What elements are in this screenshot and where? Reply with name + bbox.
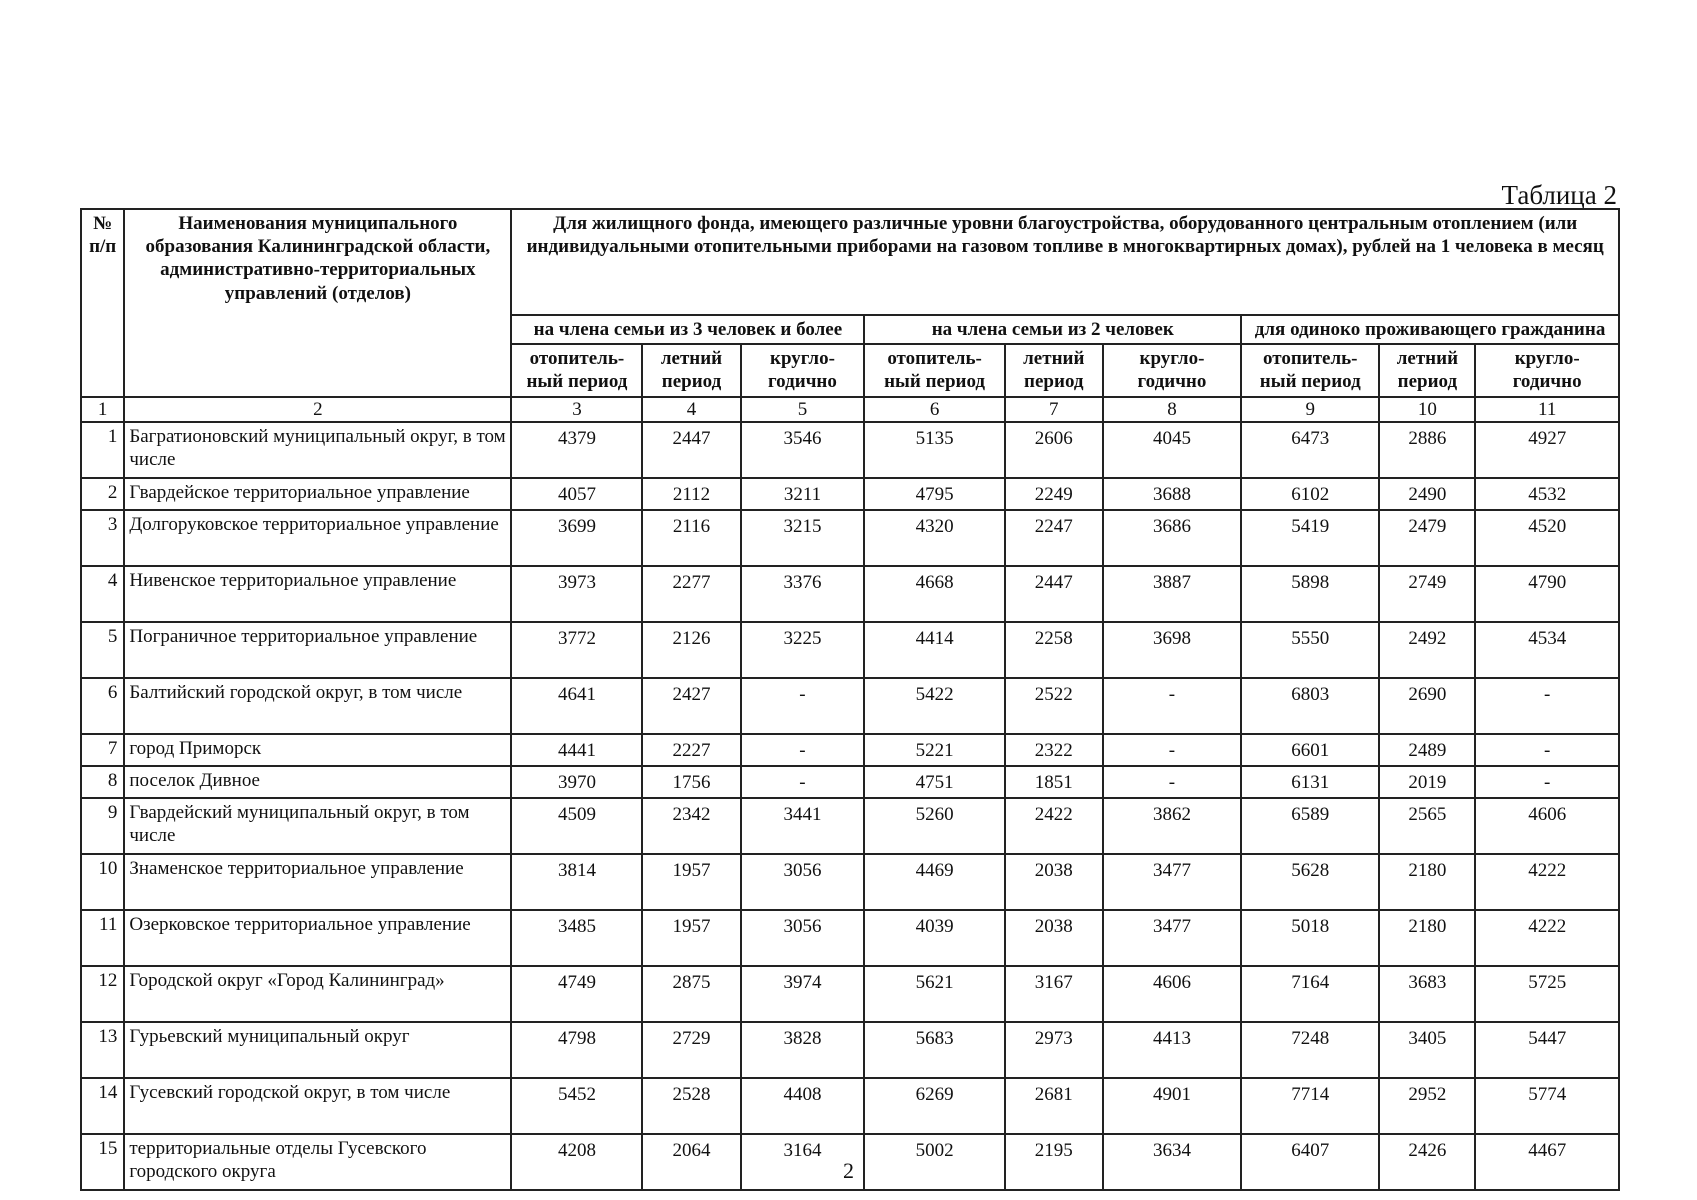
row-name: Долгоруковское территориальное управление <box>124 510 511 566</box>
row-index: 5 <box>81 622 124 678</box>
row-value: 5774 <box>1475 1078 1619 1134</box>
row-value: 2180 <box>1379 854 1475 910</box>
row-value: 2427 <box>642 678 740 734</box>
table-row <box>81 566 1619 622</box>
row-name: Гусевский городской округ, в том числе <box>124 1078 511 1134</box>
row-value: 3225 <box>741 622 865 678</box>
row-value: - <box>1103 734 1241 766</box>
row-index: 6 <box>81 678 124 734</box>
column-number: 6 <box>864 397 1004 422</box>
row-value: 2681 <box>1005 1078 1103 1134</box>
header-period: кругло-годично <box>741 344 865 396</box>
row-value: 3772 <box>511 622 642 678</box>
header-period: отопитель-ный период <box>511 344 642 396</box>
row-value: 5452 <box>511 1078 642 1134</box>
row-value: 2886 <box>1379 422 1475 478</box>
row-value: 4467 <box>1475 1134 1619 1190</box>
row-value: 2277 <box>642 566 740 622</box>
row-value: 5002 <box>864 1134 1004 1190</box>
row-value: 5550 <box>1241 622 1379 678</box>
row-value: 4668 <box>864 566 1004 622</box>
row-value: 3441 <box>741 798 865 854</box>
row-value: 4606 <box>1475 798 1619 854</box>
row-value: 4414 <box>864 622 1004 678</box>
row-value: 2479 <box>1379 510 1475 566</box>
column-number: 9 <box>1241 397 1379 422</box>
row-value: 2195 <box>1005 1134 1103 1190</box>
row-value: - <box>741 678 865 734</box>
row-value: 4057 <box>511 478 642 510</box>
row-value: 3405 <box>1379 1022 1475 1078</box>
row-value: 5898 <box>1241 566 1379 622</box>
row-value: 6589 <box>1241 798 1379 854</box>
row-value: - <box>741 766 865 798</box>
header-period: кругло-годично <box>1475 344 1619 396</box>
header-period: отопитель-ный период <box>1241 344 1379 396</box>
row-value: 5419 <box>1241 510 1379 566</box>
row-value: 4413 <box>1103 1022 1241 1078</box>
row-value: 4749 <box>511 966 642 1022</box>
row-value: 2038 <box>1005 854 1103 910</box>
row-value: 5135 <box>864 422 1004 478</box>
row-value: 3973 <box>511 566 642 622</box>
header-name: Наименования муниципального образования Калининградской области, административно-территориальных управлений (отделов) <box>124 209 511 397</box>
row-value: 1851 <box>1005 766 1103 798</box>
row-value: 2116 <box>642 510 740 566</box>
row-value: 3056 <box>741 854 865 910</box>
row-value: 5621 <box>864 966 1004 1022</box>
table-row <box>81 734 1619 766</box>
row-value: - <box>1475 678 1619 734</box>
row-value: 2528 <box>642 1078 740 1134</box>
row-value: 4641 <box>511 678 642 734</box>
row-name: Гурьевский муниципальный округ <box>124 1022 511 1078</box>
row-value: 4222 <box>1475 910 1619 966</box>
row-value: 2112 <box>642 478 740 510</box>
row-value: 3698 <box>1103 622 1241 678</box>
table-row <box>81 1078 1619 1134</box>
row-value: 2064 <box>642 1134 740 1190</box>
row-value: 5018 <box>1241 910 1379 966</box>
row-value: 2492 <box>1379 622 1475 678</box>
row-value: 3164 <box>741 1134 865 1190</box>
row-value: 2729 <box>642 1022 740 1078</box>
row-value: 6601 <box>1241 734 1379 766</box>
row-value: 3215 <box>741 510 865 566</box>
row-value: 6131 <box>1241 766 1379 798</box>
row-value: 2606 <box>1005 422 1103 478</box>
row-value: 4534 <box>1475 622 1619 678</box>
header-subgroup-single: для одиноко проживающего гражданина <box>1241 315 1619 344</box>
column-number: 8 <box>1103 397 1241 422</box>
row-name: Пограничное территориальное управление <box>124 622 511 678</box>
row-index: 3 <box>81 510 124 566</box>
row-value: 3688 <box>1103 478 1241 510</box>
row-value: 3862 <box>1103 798 1241 854</box>
row-name: Городской округ «Город Калининград» <box>124 966 511 1022</box>
row-value: 3814 <box>511 854 642 910</box>
row-value: 2490 <box>1379 478 1475 510</box>
row-value: 5221 <box>864 734 1004 766</box>
row-value: 1957 <box>642 854 740 910</box>
header-period: летний период <box>1005 344 1103 396</box>
row-value: 2038 <box>1005 910 1103 966</box>
table-body <box>81 422 1619 1190</box>
row-value: 2258 <box>1005 622 1103 678</box>
header-index: № п/п <box>81 209 124 397</box>
row-value: 4469 <box>864 854 1004 910</box>
row-index: 9 <box>81 798 124 854</box>
row-value: 4222 <box>1475 854 1619 910</box>
table-row <box>81 622 1619 678</box>
row-index: 4 <box>81 566 124 622</box>
row-value: 5260 <box>864 798 1004 854</box>
row-index: 15 <box>81 1134 124 1190</box>
row-value: 2973 <box>1005 1022 1103 1078</box>
row-value: 2749 <box>1379 566 1475 622</box>
table-row <box>81 678 1619 734</box>
row-index: 14 <box>81 1078 124 1134</box>
row-value: 5683 <box>864 1022 1004 1078</box>
header-subgroup-family-3: на члена семьи из 3 человек и более <box>511 315 864 344</box>
row-value: 2447 <box>1005 566 1103 622</box>
row-value: - <box>1475 766 1619 798</box>
header-period: отопитель-ный период <box>864 344 1004 396</box>
row-value: 3686 <box>1103 510 1241 566</box>
row-value: 2019 <box>1379 766 1475 798</box>
table-row <box>81 854 1619 910</box>
row-value: 6407 <box>1241 1134 1379 1190</box>
row-value: 2522 <box>1005 678 1103 734</box>
row-value: 4751 <box>864 766 1004 798</box>
table-row <box>81 766 1619 798</box>
row-value: 4045 <box>1103 422 1241 478</box>
header-period: летний период <box>642 344 740 396</box>
row-value: 4320 <box>864 510 1004 566</box>
header-period: кругло-годично <box>1103 344 1241 396</box>
row-value: 4520 <box>1475 510 1619 566</box>
row-value: 6803 <box>1241 678 1379 734</box>
row-value: 2426 <box>1379 1134 1475 1190</box>
row-value: 4509 <box>511 798 642 854</box>
column-number: 7 <box>1005 397 1103 422</box>
row-name: Знаменское территориальное управление <box>124 854 511 910</box>
column-number-row <box>81 397 1619 422</box>
header-subgroup-family-2: на члена семьи из 2 человек <box>864 315 1241 344</box>
row-value: 2422 <box>1005 798 1103 854</box>
row-value: 2690 <box>1379 678 1475 734</box>
row-index: 12 <box>81 966 124 1022</box>
table-caption: Таблица 2 <box>1501 180 1617 210</box>
column-number: 1 <box>81 397 124 422</box>
row-value: 4798 <box>511 1022 642 1078</box>
row-value: 4901 <box>1103 1078 1241 1134</box>
column-number: 2 <box>124 397 511 422</box>
row-value: 2126 <box>642 622 740 678</box>
row-value: 3683 <box>1379 966 1475 1022</box>
row-value: - <box>1103 766 1241 798</box>
row-value: 2489 <box>1379 734 1475 766</box>
row-value: 6473 <box>1241 422 1379 478</box>
row-value: 1957 <box>642 910 740 966</box>
row-name: город Приморск <box>124 734 511 766</box>
page-number: 2 <box>843 1158 854 1183</box>
column-number: 11 <box>1475 397 1619 422</box>
row-index: 10 <box>81 854 124 910</box>
table-row <box>81 1022 1619 1078</box>
row-name: поселок Дивное <box>124 766 511 798</box>
row-value: 2249 <box>1005 478 1103 510</box>
row-value: 5628 <box>1241 854 1379 910</box>
row-value: 3828 <box>741 1022 865 1078</box>
row-value: 4408 <box>741 1078 865 1134</box>
row-value: 4532 <box>1475 478 1619 510</box>
row-index: 11 <box>81 910 124 966</box>
row-index: 2 <box>81 478 124 510</box>
row-value: 2180 <box>1379 910 1475 966</box>
row-value: 4795 <box>864 478 1004 510</box>
row-value: 2952 <box>1379 1078 1475 1134</box>
table-row <box>81 798 1619 854</box>
row-value: 3887 <box>1103 566 1241 622</box>
row-value: 2875 <box>642 966 740 1022</box>
row-name: территориальные отделы Гусевского городского округа <box>124 1134 511 1190</box>
row-value: 2565 <box>1379 798 1475 854</box>
row-value: 7164 <box>1241 966 1379 1022</box>
row-value: 3974 <box>741 966 865 1022</box>
row-value: 4606 <box>1103 966 1241 1022</box>
row-value: 6102 <box>1241 478 1379 510</box>
row-value: 3056 <box>741 910 865 966</box>
table-row <box>81 510 1619 566</box>
row-index: 7 <box>81 734 124 766</box>
row-value: 4790 <box>1475 566 1619 622</box>
row-value: 5725 <box>1475 966 1619 1022</box>
row-value: 4379 <box>511 422 642 478</box>
row-value: 3970 <box>511 766 642 798</box>
table-row <box>81 422 1619 478</box>
row-index: 1 <box>81 422 124 478</box>
row-index: 8 <box>81 766 124 798</box>
row-value: 2247 <box>1005 510 1103 566</box>
tariff-table <box>80 208 1620 1191</box>
row-index: 13 <box>81 1022 124 1078</box>
table-row <box>81 478 1619 510</box>
row-value: - <box>1475 734 1619 766</box>
column-number: 10 <box>1379 397 1475 422</box>
row-value: 3477 <box>1103 854 1241 910</box>
row-value: 4441 <box>511 734 642 766</box>
row-value: 3167 <box>1005 966 1103 1022</box>
row-value: 7248 <box>1241 1022 1379 1078</box>
row-value: 2227 <box>642 734 740 766</box>
table-row <box>81 966 1619 1022</box>
row-value: 4927 <box>1475 422 1619 478</box>
row-value: 2447 <box>642 422 740 478</box>
row-value: 5422 <box>864 678 1004 734</box>
table-row <box>81 910 1619 966</box>
row-name: Багратионовский муниципальный округ, в том числе <box>124 422 511 478</box>
row-value: 1756 <box>642 766 740 798</box>
row-value: 4039 <box>864 910 1004 966</box>
row-value: - <box>1103 678 1241 734</box>
row-value: 3477 <box>1103 910 1241 966</box>
row-value: 3485 <box>511 910 642 966</box>
row-value: 3546 <box>741 422 865 478</box>
row-name: Балтийский городской округ, в том числе <box>124 678 511 734</box>
row-value: 6269 <box>864 1078 1004 1134</box>
row-value: 3376 <box>741 566 865 622</box>
row-name: Гвардейское территориальное управление <box>124 478 511 510</box>
row-name: Озерковское территориальное управление <box>124 910 511 966</box>
row-value: 3634 <box>1103 1134 1241 1190</box>
column-number: 3 <box>511 397 642 422</box>
row-value: 3211 <box>741 478 865 510</box>
row-value: 5447 <box>1475 1022 1619 1078</box>
row-name: Нивенское территориальное управление <box>124 566 511 622</box>
table-header <box>81 209 1619 422</box>
row-name: Гвардейский муниципальный округ, в том числе <box>124 798 511 854</box>
header-period: летний период <box>1379 344 1475 396</box>
row-value: 4208 <box>511 1134 642 1190</box>
header-group: Для жилищного фонда, имеющего различные уровни благоустройства, оборудованного центральным отоплением (или индивидуальными отопительными приборами на газовом топливе в многоквартирных домах), рублей на 1 человека в месяц <box>511 209 1619 315</box>
row-value: 7714 <box>1241 1078 1379 1134</box>
row-value: 3699 <box>511 510 642 566</box>
row-value: 2342 <box>642 798 740 854</box>
column-number: 5 <box>741 397 865 422</box>
row-value: 2322 <box>1005 734 1103 766</box>
row-value: - <box>741 734 865 766</box>
column-number: 4 <box>642 397 740 422</box>
